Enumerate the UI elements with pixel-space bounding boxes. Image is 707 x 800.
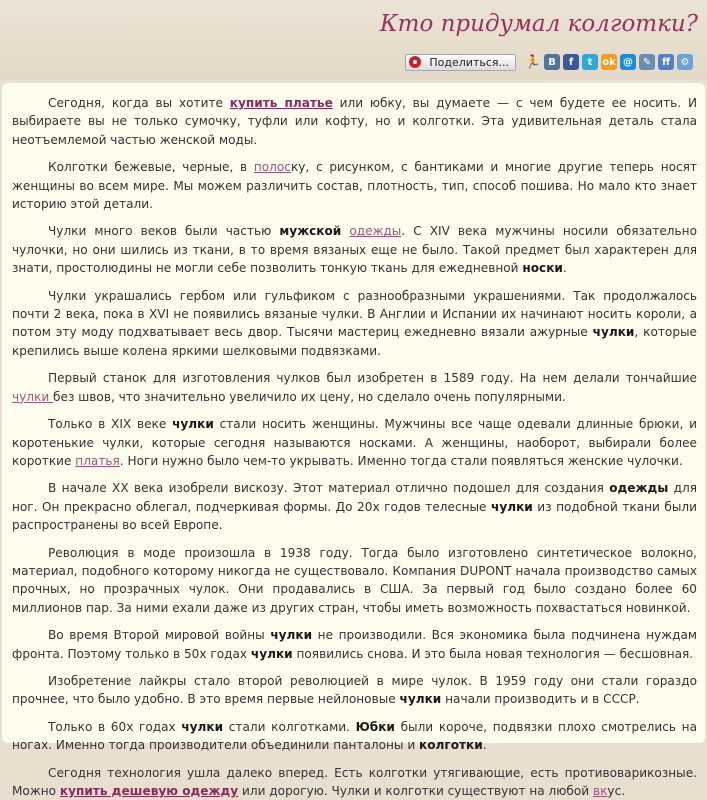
buy-cheap-clothes-link[interactable]: купить дешевую одежду	[59, 784, 239, 798]
text: Чулки украшались гербом или гульфиком с разнообразными украшениями. Так продолжалось почти 2 века, пока в XVI не появились вязаные чулки. В Англии и Испании их начинают носить короли, а потом эту моду подхватывает весь двор. Тысячи мастериц ежедневно вязали ажурные	[12, 288, 697, 340]
text: Колготки бежевые, черные, в	[48, 160, 254, 175]
clothes-link[interactable]: одежды	[349, 224, 402, 239]
runner-icon[interactable]: 🏃	[524, 54, 542, 70]
text: Чулки много веков были частью	[48, 224, 280, 239]
paragraph-10	[12, 672, 697, 709]
bold-text: одежды	[609, 481, 669, 496]
bold-text: носки	[522, 261, 563, 276]
paragraph-8	[12, 544, 697, 618]
dresses-link[interactable]: платья	[75, 453, 120, 468]
text: стали колготками.	[223, 719, 356, 734]
text: , которые крепились выше колена яркими шелковыми подвязками.	[12, 325, 697, 358]
paragraph-11	[12, 718, 697, 755]
text: из подобной ткани были распространены во всей Европе.	[12, 499, 697, 533]
text: Первый станок для изготовления чулков был изобретен в 1589 году. На нем делали тончайшие	[48, 371, 697, 386]
text: .	[482, 738, 487, 753]
text: ус.	[607, 784, 626, 798]
share-logo-icon	[409, 56, 421, 68]
text: появились снова. И это была новая технология — бесшовная.	[292, 646, 694, 661]
settings-icon[interactable]: ⚙	[677, 54, 693, 70]
text: Во время Второй мировой войны	[48, 628, 271, 643]
paragraph-2	[12, 158, 697, 213]
bold-text: чулки	[592, 325, 635, 340]
text: или дорогую. Чулки и колготки существуют на любой	[238, 784, 593, 798]
text: .	[562, 261, 567, 276]
taste-link[interactable]: вк	[592, 784, 608, 798]
text: или юбку, вы думаете — с чем будете ее носить. И выбираете вы не только сумочку, туфли или кофту, но и колготки. Эта удивительная деталь стала неотъемлемой частью женской моды.	[12, 96, 697, 147]
share-toolbar	[405, 53, 693, 71]
paragraph-5	[12, 369, 697, 406]
bold-text: чулки	[399, 692, 442, 707]
share-button[interactable]	[405, 54, 516, 71]
paragraph-3	[12, 222, 697, 277]
text: начали производить и в СССР.	[441, 692, 640, 707]
page-title: Кто придумал колготки?	[379, 11, 698, 37]
text: Сегодня технология ушла далеко вперед. Есть колготки утягивающие, есть противоварикозные. Можно	[12, 765, 697, 798]
text: Только в 60х годах	[48, 719, 182, 734]
share-icons	[525, 54, 693, 70]
bold-text: колготки	[419, 738, 483, 753]
paragraph-7	[12, 479, 697, 534]
livejournal-icon[interactable]: ✎	[639, 54, 655, 70]
paragraph-1	[12, 94, 697, 149]
paragraph-9	[12, 626, 697, 663]
bold-text: Юбки	[355, 719, 395, 734]
text: Сегодня, когда вы хотите	[48, 96, 230, 110]
text: Только в XIX веке	[48, 417, 173, 432]
twitter-icon[interactable]: t	[582, 54, 598, 70]
text: Революция в моде произошла в 1938 году. Тогда было изготовлено синтетическое волокно, материал, подобного которому никогда не существовало. Компания DUPONT начала производство самых прочных, но прозрачных чулок. Они продавались в США. За первый год было создано более 60 миллионов пар. За ними ехали даже из других стран, чтобы иметь возможность похвастаться новинкой.	[12, 545, 697, 615]
text: В начале XX века изобрели вискозу. Этот материал отлично подошел для создания	[48, 481, 610, 496]
bold-text: чулки	[181, 719, 224, 734]
text: . Ноги нужно было чем-то укрывать. Именно тогда стали появляться женские чулочки.	[119, 453, 683, 468]
text: . С XIV века мужчины носили обязательно чулочки, но они шились из ткани, в то время вязаных еще не было. Такой предмет был характерен для знати, простолюдины не могли себе позволить тонкую ткань для ежедневной	[12, 224, 697, 276]
friendfeed-icon[interactable]: ff	[658, 54, 674, 70]
share-button-label: Поделиться...	[429, 55, 509, 69]
paragraph-12	[12, 764, 697, 800]
odnoklassniki-icon[interactable]: ok	[601, 54, 617, 70]
text: без швов, что значительно увеличило их цену, но сделало очень популярными.	[53, 389, 566, 404]
bold-text: чулки	[270, 628, 313, 643]
mailru-icon[interactable]: @	[620, 54, 636, 70]
text: Изобретение лайкры стало второй революцией в мире чулок. В 1959 году они стали гораздо прочнее, что было удобно. В это время первые нейлоновые	[12, 673, 697, 707]
vkontakte-icon[interactable]: В	[544, 54, 560, 70]
text: были короче, подвязки плохо смотрелись на ногах. Именно тогда производители объединили панталоны и	[12, 719, 697, 753]
text: ку, с рисунком, с бантиками и многие другие теперь носят женщины во всем мире. Мы можем различить состав, плотность, тип, способ пошива. Но мало кто знает историю этой детали.	[12, 160, 697, 212]
bold-text: чулки	[250, 646, 293, 661]
text: стали носить женщины. Мужчины все чаще одевали длинные брюки, и коротенькие чулки, которые сегодня называются носками. А женщины, наоборот, выбирали более короткие	[12, 417, 697, 468]
buy-dress-link[interactable]: купить платье	[229, 96, 333, 110]
bold-text: чулки	[172, 417, 214, 432]
stockings-link[interactable]: чулки	[12, 389, 54, 404]
paragraph-4	[12, 287, 697, 361]
stripe-link[interactable]: полос	[253, 160, 291, 175]
bold-text: мужской	[279, 224, 342, 239]
text: для ног. Он прекрасно облегал, подчеркивая формы. До 20х годов телесные	[12, 481, 697, 514]
article-body	[2, 83, 705, 798]
bold-text: чулки	[491, 499, 533, 514]
facebook-icon[interactable]: f	[563, 54, 579, 70]
paragraph-6	[12, 415, 697, 470]
text: не производили. Вся экономика была подчинена нуждам фронта. Поэтому только в 50х годах	[12, 628, 697, 661]
header-bar	[0, 0, 707, 80]
